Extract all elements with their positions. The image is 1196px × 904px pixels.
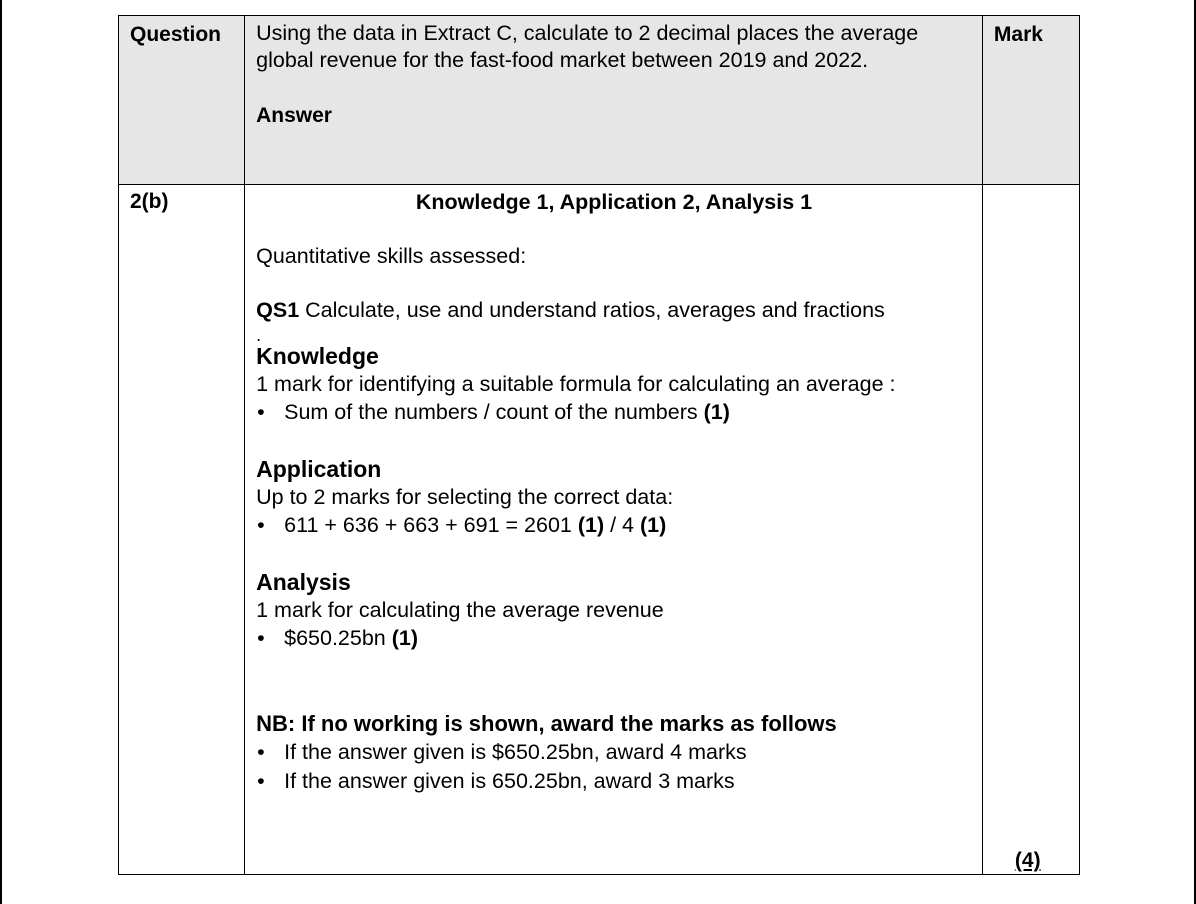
mark-column-label: Mark <box>993 23 1043 46</box>
bullet-icon: • <box>257 769 265 793</box>
bullet-text: $650.25bn <box>284 626 392 650</box>
answer-cell <box>245 185 983 875</box>
knowledge-title: Knowledge <box>256 343 379 369</box>
question-text: Using the data in Extract C, calculate to 2 decimal places the average global revenue for the fast-food market between 2019 and 2022. <box>256 21 919 72</box>
question-column-label: Question <box>130 23 222 46</box>
analysis-description: 1 mark for calculating the average revenue <box>256 598 664 622</box>
nb-section <box>256 710 972 796</box>
mark-header-cell <box>982 16 1079 185</box>
assessment-objectives: Knowledge 1, Application 2, Analysis 1 <box>415 190 813 214</box>
quant-skills-intro: Quantitative skills assessed: <box>256 244 527 268</box>
header-row <box>119 16 1080 185</box>
mark-value: (4) <box>1014 849 1041 872</box>
bullet-text: If the answer given is $650.25bn, award 4 marks <box>284 740 747 764</box>
bullet-text: Sum of the numbers / count of the numbers <box>284 400 704 424</box>
answer-label: Answer <box>256 104 332 127</box>
mark-scheme-table <box>118 15 1080 875</box>
analysis-title: Analysis <box>256 569 351 595</box>
question-text-cell <box>245 16 983 185</box>
qs-text: Calculate, use and understand ratios, averages and fractions <box>299 298 885 322</box>
bullet-icon: • <box>257 740 265 764</box>
bullet-icon: • <box>257 400 265 424</box>
knowledge-description: 1 mark for identifying a suitable formula for calculating an average : <box>256 372 896 396</box>
nb-bullets <box>256 738 972 796</box>
question-number-cell <box>119 185 245 875</box>
question-header-cell <box>119 16 245 185</box>
bullet-text: / 4 <box>604 513 640 537</box>
analysis-bullets <box>256 624 972 653</box>
analysis-section <box>256 568 972 653</box>
bullet-text: 611 + 636 + 663 + 691 = 2601 <box>284 513 578 537</box>
nb-title: NB: If no working is shown, award the marks as follows <box>256 711 837 736</box>
application-bullets <box>256 511 972 540</box>
application-title: Application <box>256 456 382 482</box>
bullet-icon: • <box>257 626 265 650</box>
list-item <box>256 511 972 540</box>
list-item <box>256 767 972 796</box>
question-number: 2(b) <box>130 190 169 213</box>
stray-dot: . <box>256 325 262 345</box>
bullet-text: If the answer given is 650.25bn, award 3 marks <box>284 769 735 793</box>
mark-cell <box>982 185 1079 875</box>
application-section <box>256 455 972 540</box>
application-description: Up to 2 marks for selecting the correct data: <box>256 485 674 509</box>
list-item <box>256 738 972 767</box>
list-item <box>256 398 972 427</box>
bullet-mark: (1) <box>703 400 730 424</box>
qs1-line <box>256 296 972 324</box>
knowledge-bullets <box>256 398 972 427</box>
bullet-mark: (1) <box>391 626 419 650</box>
knowledge-section <box>256 342 972 427</box>
bullet-icon: • <box>257 513 265 537</box>
bullet-mark: (1) <box>577 513 605 537</box>
qs-code: QS1 <box>256 298 300 322</box>
bullet-mark: (1) <box>639 513 667 537</box>
answer-row <box>119 185 1080 875</box>
list-item <box>256 624 972 653</box>
